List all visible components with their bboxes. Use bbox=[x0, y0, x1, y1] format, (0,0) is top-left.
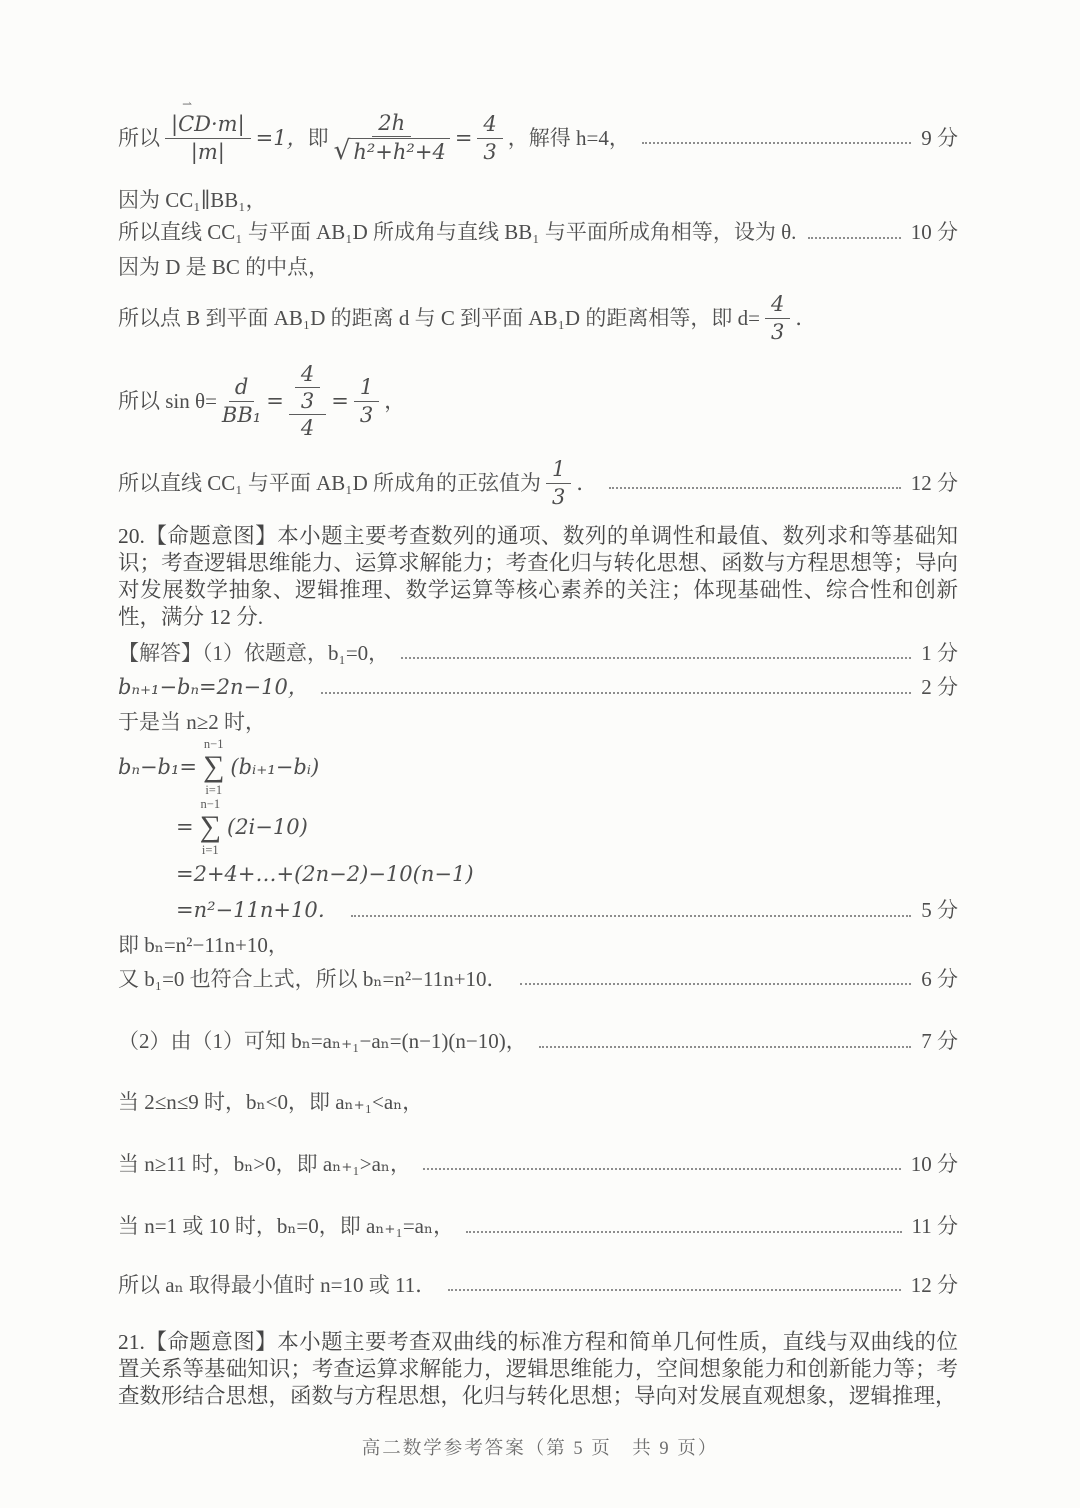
q20-line-case-n2 bbox=[118, 708, 958, 736]
summation-operator bbox=[203, 738, 224, 796]
fraction-numerator bbox=[165, 112, 251, 138]
q20-s7-text: =n²−11n+10． bbox=[176, 898, 339, 923]
q19-line-distance bbox=[118, 287, 958, 349]
q19-line-sin-theta bbox=[118, 351, 958, 451]
q19-l5-post: ． bbox=[795, 305, 817, 330]
q19-l7-pre: 所以直线 CC₁ 与平面 AB₁D 所成角的正弦值为 bbox=[118, 470, 541, 495]
q20-s12-text: 当 n≥11 时，bₙ>0，即 aₙ₊₁>aₙ， bbox=[118, 1152, 411, 1177]
q19-l3-text: 所以直线 CC₁ 与平面 AB₁D 所成角与直线 BB₁ 与平面所成角相等，设为 θ. bbox=[118, 220, 797, 245]
dot-leader bbox=[520, 981, 912, 985]
score-label: 10 分 bbox=[910, 220, 958, 245]
q19-l6-pre: 所以 sin θ= bbox=[118, 388, 217, 413]
q20-line-7pts bbox=[118, 1027, 958, 1055]
score-label: 10 分 bbox=[910, 1152, 958, 1177]
dot-leader bbox=[351, 913, 912, 917]
dot-leader bbox=[642, 140, 911, 144]
sum-upper-limit: n−1 bbox=[203, 737, 224, 752]
fraction-numerator: 2h bbox=[372, 111, 411, 137]
q20-s11-text: 当 2≤n≤9 时，bₙ<0，即 aₙ₊₁<aₙ， bbox=[118, 1089, 424, 1114]
sum-lower-limit: i=1 bbox=[201, 842, 219, 857]
fraction-2h-sqrt bbox=[333, 111, 450, 167]
fraction-denominator bbox=[333, 136, 450, 167]
fraction-numerator: 4 bbox=[765, 292, 790, 318]
fraction-numerator bbox=[289, 362, 326, 415]
fraction-numerator: 1 bbox=[546, 457, 571, 483]
score-label: 2 分 bbox=[921, 675, 958, 700]
q20-line-bn-formula bbox=[118, 931, 958, 959]
fraction-denominator: 3 bbox=[483, 139, 497, 164]
q20-s3-text: 于是当 n≥2 时， bbox=[118, 709, 267, 734]
q20-line-5pts bbox=[176, 896, 958, 924]
fraction-denominator: 3 bbox=[300, 388, 315, 413]
equals-sign: = bbox=[331, 388, 349, 413]
sigma-icon: ∑ bbox=[203, 749, 225, 783]
fraction-denominator: 3 bbox=[359, 402, 374, 427]
fraction-cd-m bbox=[165, 112, 251, 163]
fraction-4-3-inner bbox=[295, 362, 320, 413]
q20-line-2pts bbox=[118, 673, 958, 701]
q20-line-6pts bbox=[118, 965, 958, 993]
dot-leader bbox=[448, 1287, 901, 1291]
radicand: h²+h²+4 bbox=[349, 138, 449, 164]
q20-s5-post: (2i−10) bbox=[227, 814, 308, 839]
fraction-numerator: 4 bbox=[295, 362, 320, 388]
fraction-4-3 bbox=[765, 292, 790, 343]
q20-line-1pt bbox=[118, 639, 958, 667]
score-label: 12 分 bbox=[910, 470, 958, 495]
score-label: 1 分 bbox=[921, 641, 958, 666]
question-19-solution-end bbox=[118, 96, 958, 513]
fraction-4-3 bbox=[477, 112, 502, 163]
q19-line-10pts bbox=[118, 218, 958, 246]
radical-sign: √ bbox=[333, 136, 351, 167]
q20-line-sum-2 bbox=[176, 798, 958, 856]
fraction-nested bbox=[289, 362, 326, 440]
q19-l4-text: 因为 D 是 BC 的中点， bbox=[118, 254, 330, 279]
dot-m: ·m| bbox=[210, 112, 245, 137]
q20-s13-text: 当 n=1 或 10 时，bₙ=0，即 aₙ₊₁=aₙ， bbox=[118, 1214, 455, 1239]
q20-s5-pre: = bbox=[176, 814, 194, 839]
score-label: 5 分 bbox=[921, 898, 958, 923]
q20-s4-post: (bᵢ₊₁−bᵢ) bbox=[230, 754, 320, 779]
fraction-1-3 bbox=[354, 375, 379, 426]
q20-intent-paragraph: 20.【命题意图】本小题主要考查数列的通项、数列的单调性和最值、数列求和等基础知识；考查逻辑思维能力、运算求解能力；考查化归与转化思想、函数与方程思想等；导向对发展数学抽象、逻辑推理、数学运算等核心素养的关注；体现基础性、综合性和创新性，满分 12 分. bbox=[118, 524, 958, 630]
q19-l1-ji: 即 bbox=[307, 125, 329, 150]
abs-bar: | bbox=[171, 112, 179, 137]
q20-s6-text: =2+4+…+(2n−2)−10(n−1) bbox=[176, 862, 474, 887]
sqrt-expression bbox=[333, 136, 450, 167]
q19-l7-post: ． bbox=[576, 470, 598, 495]
q20-s4-pre: bₙ−b₁= bbox=[118, 754, 198, 779]
q20-s14-text: 所以 aₙ 取得最小值时 n=10 或 11． bbox=[118, 1272, 437, 1297]
fraction-denominator: 4 bbox=[300, 416, 315, 441]
q20-s10-text: （2）由（1）可知 bₙ=aₙ₊₁−aₙ=(n−1)(n−10)， bbox=[118, 1029, 527, 1054]
q19-line-12pts bbox=[118, 453, 958, 513]
q20-line-sum-1 bbox=[118, 738, 958, 796]
sum-upper-limit: n−1 bbox=[200, 797, 221, 812]
fraction-d-bb1 bbox=[222, 375, 261, 426]
q20-s9-text: 又 b₁=0 也符合上式，所以 bₙ=n²−11n+10． bbox=[118, 967, 508, 992]
summation-operator bbox=[200, 798, 221, 856]
fraction-1-3 bbox=[546, 457, 571, 508]
q20-s2-text: bₙ₊₁−bₙ=2n−10， bbox=[118, 675, 309, 700]
fraction-denominator: 3 bbox=[552, 484, 566, 509]
fraction-denominator: 3 bbox=[770, 319, 785, 344]
question-21-intro bbox=[118, 1329, 958, 1410]
equals-sign: = bbox=[454, 125, 473, 150]
score-label: 12 分 bbox=[910, 1272, 958, 1297]
equals-one: =1， bbox=[255, 125, 308, 150]
q20-line-case-2to9 bbox=[118, 1088, 958, 1116]
page-footer: 高二数学参考答案（第 5 页 共 9 页） bbox=[361, 1439, 719, 1459]
q20-line-12pts bbox=[118, 1271, 958, 1299]
q19-line-midpoint bbox=[118, 253, 958, 281]
score-label: 9 分 bbox=[921, 125, 958, 150]
fraction-denominator: |m| bbox=[190, 139, 225, 164]
equals-sign: = bbox=[266, 388, 284, 413]
q19-l6-post: ， bbox=[384, 388, 406, 413]
q19-l5-pre: 所以点 B 到平面 AB₁D 的距离 d 与 C 到平面 AB₁D 的距离相等，即 d= bbox=[118, 305, 760, 330]
dot-leader bbox=[539, 1044, 912, 1048]
q20-line-expansion bbox=[176, 860, 958, 888]
fraction-denominator: BB₁ bbox=[221, 402, 262, 427]
q20-line-10pts bbox=[118, 1150, 958, 1178]
dot-leader bbox=[423, 1166, 901, 1170]
q19-line-9pts bbox=[118, 96, 958, 180]
q19-line-parallel bbox=[118, 186, 958, 214]
q19-l2-text: 因为 CC₁∥BB₁， bbox=[118, 188, 267, 212]
question-20-solution bbox=[118, 523, 958, 1299]
fraction-numerator: 1 bbox=[354, 375, 379, 401]
dot-leader bbox=[466, 1229, 901, 1233]
q19-l1-pre: 所以 bbox=[118, 125, 160, 150]
dot-leader bbox=[609, 485, 900, 489]
sum-lower-limit: i=1 bbox=[205, 782, 223, 797]
score-label: 7 分 bbox=[921, 1029, 958, 1054]
sigma-icon: ∑ bbox=[199, 809, 221, 843]
dot-leader bbox=[401, 655, 911, 659]
q19-l1-post: ，解得 h=4， bbox=[507, 125, 630, 150]
q20-s8-text: 即 bₙ=n²−11n+10， bbox=[118, 932, 289, 957]
vector-cd: CD ⇀ bbox=[178, 112, 211, 136]
fraction-numerator: d bbox=[229, 375, 254, 401]
dot-leader bbox=[321, 690, 911, 694]
q21-intent-paragraph: 21.【命题意图】本小题主要考查双曲线的标准方程和简单几何性质，直线与双曲线的位置关系等基础知识；考查运算求解能力，逻辑思维能力，空间想象能力和创新能力等；考查数形结合思想，函数与方程思想，化归与转化思想；导向对发展直观想象，逻辑推理， bbox=[118, 1330, 958, 1409]
score-label: 11 分 bbox=[911, 1214, 958, 1239]
score-label: 6 分 bbox=[921, 967, 958, 992]
q20-s1-text: 【解答】（1）依题意，b₁=0， bbox=[118, 641, 390, 666]
fraction-numerator: 4 bbox=[477, 112, 502, 138]
q20-line-11pts bbox=[118, 1212, 958, 1240]
dot-leader bbox=[808, 235, 900, 239]
